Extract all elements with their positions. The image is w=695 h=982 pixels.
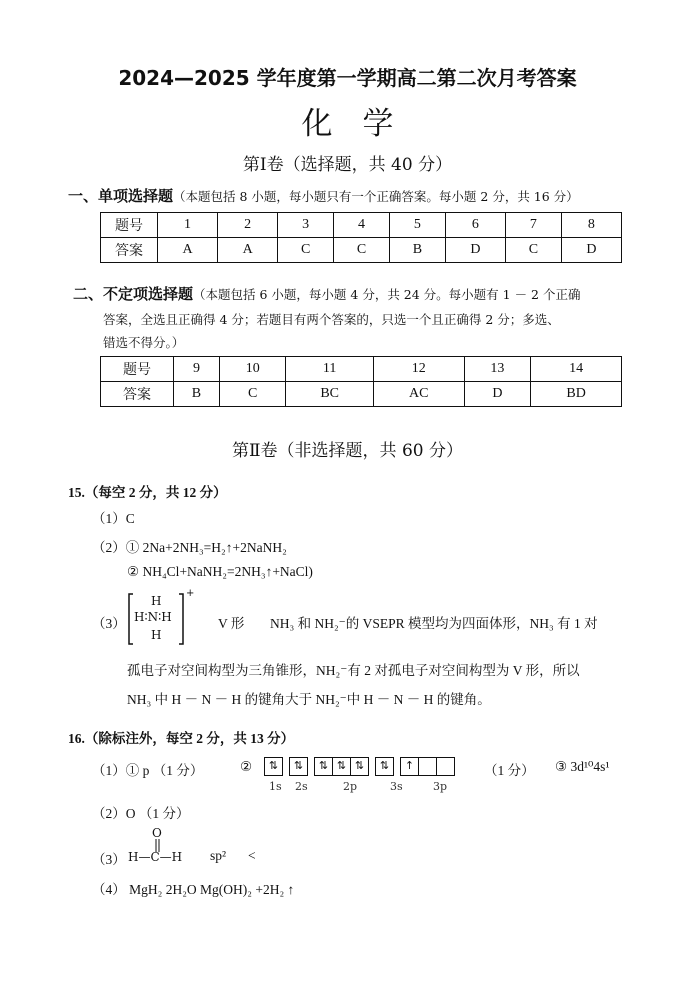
table-cell: A	[218, 238, 278, 263]
lewis-bottom-h: H	[151, 628, 162, 642]
section1-note: （本题包括 8 小题，每小题只有一个正确答案。每小题 2 分，共 16 分）	[173, 189, 579, 204]
orbital-box	[436, 757, 455, 776]
page-title: 2024—2025 学年度第一学期高二第二次月考答案	[118, 66, 577, 90]
table-cell: AC	[373, 382, 464, 407]
table-cell: D	[464, 382, 531, 407]
orbital-label: 3p	[433, 780, 448, 793]
q16-answer-1-third: ③ 3d¹⁰4s¹	[555, 759, 610, 774]
orbital-box: ⇅	[314, 757, 333, 776]
orbital-group-3p	[400, 756, 454, 776]
table-cell: 5	[389, 213, 445, 238]
table-row	[101, 382, 622, 407]
q15-answer-2-1: （2）① 2Na+2NH₃=H₂↑+2NaNH₂	[92, 540, 287, 555]
table-cell: C	[278, 238, 334, 263]
table-cell: C	[334, 238, 390, 263]
q15-header: 15.（每空 2 分，共 12 分）	[68, 485, 227, 500]
orbital-box: ⇅	[375, 757, 394, 776]
q15-answer-3-line-1: NH₃ 和 NH₂⁻的 VSEPR 模型均为四面体形，NH₃ 有 1 对	[270, 616, 598, 631]
q16-comparison: <	[248, 848, 256, 863]
orbital-group-2p	[314, 756, 368, 776]
section2-note-1: （本题包括 6 小题，每小题 4 分，共 24 分。每小题有 1 － 2 个正确	[193, 287, 581, 302]
section2-note-2: 答案，全选且正确得 4 分；若题目有两个答案的，只选一个且正确得 2 分；多选、	[103, 312, 560, 327]
q16-answer-4: （4） MgH₂ 2H₂O Mg(OH)₂ +2H₂ ↑	[92, 882, 295, 897]
table-cell: BC	[286, 382, 373, 407]
section2-note-3: 错选不得分。）	[103, 335, 185, 350]
table-cell: D	[445, 238, 505, 263]
lewis-middle: H∶N∶H	[134, 610, 172, 624]
table-cell: 12	[373, 357, 464, 382]
table-cell: 7	[505, 213, 561, 238]
q15-answer-2-2: ② NH₄Cl+NaNH₂=2NH₃↑+NaCl)	[127, 564, 313, 579]
q15-answer-3-line-2: 孤电子对空间构型为三角锥形，NH₂⁻有 2 对孤电子对空间构型为 V 形，所以	[127, 663, 580, 678]
table-cell: 2	[218, 213, 278, 238]
orbital-label: 2p	[343, 780, 358, 793]
subject-title: 化学	[301, 106, 424, 142]
q16-header: 16.（除标注外，每空 2 分，共 13 分）	[68, 731, 295, 746]
table-cell: 6	[445, 213, 505, 238]
q15-answer-3-prefix: （3）	[92, 616, 126, 631]
orbital-group-2s	[289, 756, 307, 776]
table-cell: A	[158, 238, 218, 263]
orbital-group-3s	[375, 756, 393, 776]
formaldehyde-chain: H—C—H	[128, 850, 183, 864]
orbital-box: ⇅	[332, 757, 351, 776]
q16-circle-2: ②	[240, 759, 253, 774]
table-header-cell: 题号	[101, 357, 174, 382]
part2-title: 第Ⅱ卷（非选择题，共 60 分）	[232, 441, 463, 461]
part1-title: 第Ⅰ卷（选择题，共 40 分）	[242, 155, 453, 175]
section2-label: 二、不定项选择题	[73, 285, 194, 303]
table-cell: 1	[158, 213, 218, 238]
orbital-label: 3s	[390, 780, 403, 793]
table-cell: BD	[531, 382, 622, 407]
table-cell: 11	[286, 357, 373, 382]
q16-answer-2: （2）O （1 分）	[92, 806, 190, 821]
table-cell: 13	[464, 357, 531, 382]
table-cell: C	[505, 238, 561, 263]
q16-answer-1-prefix: （1）① p （1 分）	[92, 763, 204, 778]
table-cell: B	[389, 238, 445, 263]
section2-answer-table	[100, 356, 622, 407]
orbital-box: ⇅	[264, 757, 283, 776]
table-cell: B	[174, 382, 220, 407]
q15-answer-1: （1）C	[92, 511, 135, 526]
table-cell: 4	[334, 213, 390, 238]
formaldehyde-structure	[128, 826, 190, 868]
section2-heading	[73, 283, 580, 304]
ammonium-lewis-structure	[128, 588, 195, 646]
formaldehyde-oxygen: O	[152, 826, 162, 840]
table-header-cell: 题号	[101, 213, 158, 238]
table-header-cell: 答案	[101, 382, 174, 407]
table-cell: 14	[531, 357, 622, 382]
section1-label: 一、单项选择题	[68, 187, 174, 205]
orbital-box	[418, 757, 437, 776]
q16-answer-1-score: （1 分）	[484, 763, 535, 778]
table-row	[101, 238, 622, 263]
q15-shape: V 形	[218, 616, 245, 631]
table-cell: C	[219, 382, 286, 407]
orbital-label: 1s	[269, 780, 282, 793]
section1-heading	[68, 185, 579, 206]
table-cell: 10	[219, 357, 286, 382]
q16-hybridization: sp²	[210, 848, 227, 863]
section1-answer-table	[100, 212, 622, 263]
lewis-charge: +	[186, 588, 195, 599]
orbital-box: ⇅	[350, 757, 369, 776]
q16-answer-3-prefix: （3）	[92, 852, 126, 867]
orbital-box: ⇅	[289, 757, 308, 776]
orbital-diagram	[264, 756, 461, 776]
table-cell: D	[561, 238, 621, 263]
orbital-label: 2s	[295, 780, 308, 793]
table-row	[101, 213, 622, 238]
table-cell: 9	[174, 357, 220, 382]
table-cell: 3	[278, 213, 334, 238]
table-row	[101, 357, 622, 382]
q15-answer-3-line-3: NH₃ 中 H － N － H 的键角大于 NH₂⁻中 H － N － H 的键角。	[127, 692, 491, 707]
orbital-box: ↑	[400, 757, 419, 776]
orbital-group-1s	[264, 756, 282, 776]
lewis-top-h: H	[151, 594, 162, 608]
table-header-cell: 答案	[101, 238, 158, 263]
table-cell: 8	[561, 213, 621, 238]
